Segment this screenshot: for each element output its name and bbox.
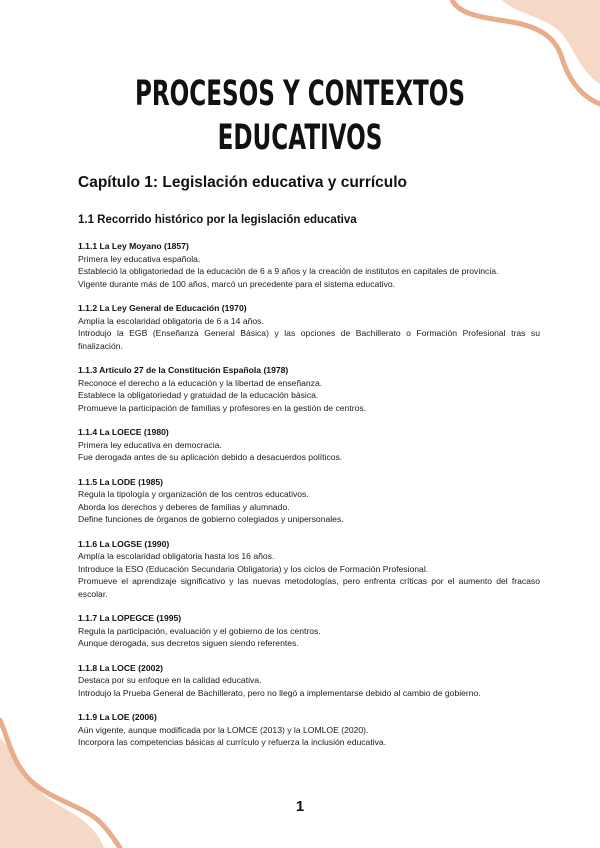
law-entry <box>78 426 540 464</box>
law-entry-text: Primera ley educativa en democracia. <box>78 439 222 450</box>
law-entry-title: 1.1.8 La LOCE (2002) <box>78 662 164 673</box>
law-entry-text: Aunque derogada, sus decretos siguen siendo referentes. <box>78 638 299 648</box>
law-entry-title: 1.1.3 Artículo 27 de la Constitución Española (1978) <box>78 365 289 375</box>
law-entry-text: Primera ley educativa española. <box>78 253 201 264</box>
law-entry-title: 1.1.7 La LOPEGCE (1995) <box>78 613 182 623</box>
law-entry-text: Introdujo la EGB (Enseñanza General Básica) y las opciones de Bachillerato o Formación Profesional tras su finalización. <box>78 328 540 351</box>
law-entry-text: Promueve la participación de familias y profesores en la gestión de centros. <box>78 402 367 413</box>
law-entry-text: Incorpora las competencias básicas al currículo y refuerza la inclusión educativa. <box>78 737 387 747</box>
law-entry-text: Destaca por su enfoque en la calidad educativa. <box>78 675 262 685</box>
law-entry-title: 1.1.5 La LODE (1985) <box>78 476 164 487</box>
law-entry-title: 1.1.6 La LOGSE (1990) <box>78 538 170 549</box>
law-entry-text: Fue derogada antes de su aplicación debido a desacuerdos políticos. <box>78 452 343 462</box>
law-entry-text: Establece la obligatoriedad y gratuidad de la educación básica. <box>78 390 319 400</box>
law-entry-text: Regula la tipología y organización de los centros educativos. <box>78 489 309 499</box>
law-entry <box>78 662 540 700</box>
document-title: PROCESOS Y CONTEXTOS EDUCATIVOS <box>134 74 466 158</box>
law-entry <box>78 612 540 650</box>
law-entry-text: Reconoce el derecho a la educación y la libertad de enseñanza. <box>78 377 323 388</box>
law-entry-text: Define funciones de órganos de gobierno colegiados y unipersonales. <box>78 514 344 524</box>
law-entry-text: Amplía la escolaridad obligatoria hasta los 16 años. <box>78 551 275 561</box>
page-number: 1 <box>295 798 305 815</box>
section-title: 1.1 Recorrido histórico por la legislación educativa <box>78 214 357 226</box>
law-entry-text: Aborda los derechos y deberes de familias y alumnado. <box>78 501 290 512</box>
law-entry <box>78 711 540 749</box>
law-entry-text: Promueve el aprendizaje significativo y las nuevas metodologías, pero enfrenta críticas por el aumento del fracaso escolar. <box>78 576 540 599</box>
law-entry-text: Estableció la obligatoriedad de la educación de 6 a 9 años y la creación de institutos en capitales de provincia. <box>78 266 499 276</box>
law-entry-text: Regula la participación, evaluación y el gobierno de los centros. <box>78 625 321 636</box>
law-entry-text: Introdujo la Prueba General de Bachillerato, pero no llegó a implementarse debido al cambio de gobierno. <box>78 687 481 698</box>
law-entry <box>78 476 540 526</box>
law-entry-text: Introduce la ESO (Educación Secundaria Obligatoria) y los ciclos de Formación Profesional. <box>78 563 429 574</box>
law-entry-text: Vigente durante más de 100 años, marcó un precedente para el sistema educativo. <box>78 278 396 289</box>
law-entry <box>78 364 540 414</box>
law-entry-title: 1.1.9 La LOE (2006) <box>78 712 157 722</box>
law-entry-text: Amplía la escolaridad obligatoria de 6 a 14 años. <box>78 315 264 326</box>
document-body <box>78 174 540 761</box>
law-entry-text: Aún vigente, aunque modificada por la LOMCE (2013) y la LOMLOE (2020). <box>78 724 369 735</box>
chapter-title: Capítulo 1: Legislación educativa y currículo <box>78 174 408 191</box>
law-entry-title: 1.1.4 La LOECE (1980) <box>78 427 169 437</box>
law-entry <box>78 538 540 601</box>
law-entry-title: 1.1.2 La Ley General de Educación (1970) <box>78 303 247 313</box>
law-entry-title: 1.1.1 La Ley Moyano (1857) <box>78 241 189 251</box>
law-entry <box>78 302 540 352</box>
law-entry <box>78 240 540 290</box>
